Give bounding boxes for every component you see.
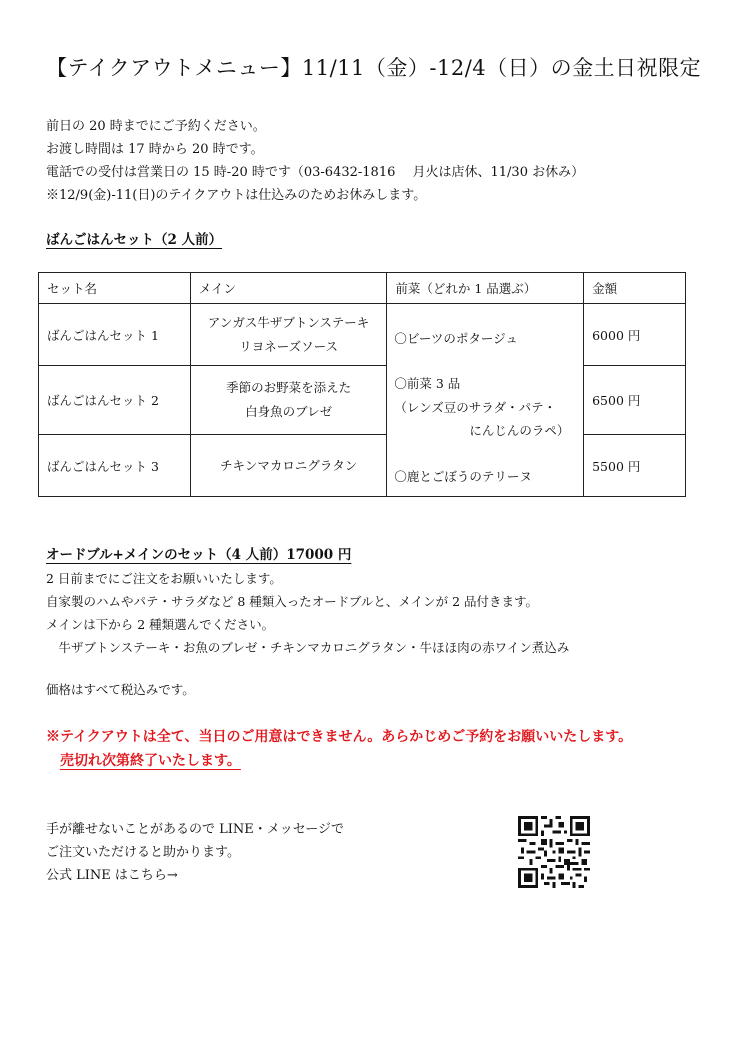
table-row: [39, 304, 686, 366]
set-menu-table: [38, 272, 686, 497]
starter-options: [387, 304, 584, 497]
header-main: メイン: [190, 273, 387, 304]
intro-notes: [46, 115, 584, 207]
contact-line: 公式 LINE はこちら→: [46, 868, 178, 883]
intro-line: お渡し時間は 17 時から 20 時です。: [46, 142, 264, 157]
tax-note: 価格はすべて税込みです。: [46, 682, 195, 697]
table-header-row: [39, 273, 686, 304]
party-section-heading: オードブル+メインのセット（4 人前）17000 円: [46, 547, 352, 563]
set-main: [190, 435, 387, 497]
table-row: [39, 435, 686, 497]
starter-option-detail: にんじんのラペ）: [469, 423, 570, 438]
set-name: ばんごはんセット 3: [39, 435, 191, 497]
starter-option: 〇ビーツのポタージュ: [394, 331, 518, 346]
starter-option: 〇鹿とごぼうのテリーヌ: [394, 469, 532, 484]
main-line: 白身魚のブレゼ: [245, 404, 333, 419]
set-section-heading: ばんごはんセット（2 人前）: [46, 232, 223, 248]
party-line: 牛ザブトンステーキ・お魚のブレゼ・チキンマカロニグラタン・牛ほほ肉の赤ワイン煮込み: [46, 640, 570, 655]
contact-line: 手が離せないことがあるので LINE・メッセージで: [46, 822, 344, 837]
set-main: [190, 304, 387, 366]
warning-line: ※テイクアウトは全て、当日のご用意はできません。あらかじめご予約をお願いいたします。: [46, 729, 633, 745]
set-price: 6000 円: [584, 304, 686, 366]
set-price: 5500 円: [584, 435, 686, 497]
starter-option-detail: （レンズ豆のサラダ・パテ・: [394, 400, 557, 415]
set-name: ばんごはんセット 1: [39, 304, 191, 366]
header-set-name: セット名: [39, 273, 191, 304]
header-price: 金額: [584, 273, 686, 304]
line-qr-code[interactable]: [518, 816, 590, 888]
intro-line: 電話での受付は営業日の 15 時-20 時です（03-6432-1816 月火は店休、11/30 お休み）: [46, 165, 585, 180]
sold-out-notice: 売切れ次第終了いたします。: [60, 753, 241, 769]
party-section-body: [46, 567, 569, 659]
set-price: 6500 円: [584, 366, 686, 435]
line-contact: [46, 818, 344, 887]
intro-line: ※12/9(金)-11(日)のテイクアウトは仕込みのためお休みします。: [46, 188, 427, 203]
set-name: ばんごはんセット 2: [39, 366, 191, 435]
party-line: メインは下から 2 種類選んでください。: [46, 617, 275, 632]
intro-line: 前日の 20 時までにご予約ください。: [46, 119, 266, 134]
set-main: [190, 366, 387, 435]
main-line: チキンマカロニグラタン: [219, 457, 358, 473]
party-line: 自家製のハムやパテ・サラダなど 8 種類入ったオードブルと、メインが 2 品付きます。: [46, 594, 539, 609]
header-starter: 前菜（どれか 1 品選ぶ）: [387, 273, 584, 304]
main-line: リヨネーズソース: [239, 338, 338, 354]
contact-line: ご注文いただけると助かります。: [46, 845, 240, 860]
party-line: 2 日前までにご注文をお願いいたします。: [46, 571, 282, 586]
starter-option: 〇前菜 3 品: [394, 376, 461, 391]
warning-notice: [46, 725, 632, 773]
main-line: アンガス牛ザブトンステーキ: [207, 314, 370, 330]
main-line: 季節のお野菜を添えた: [226, 380, 352, 395]
table-row: [39, 366, 686, 435]
page-title: 【テイクアウトメニュー】11/11（金）-12/4（日）の金土日祝限定: [46, 56, 702, 80]
